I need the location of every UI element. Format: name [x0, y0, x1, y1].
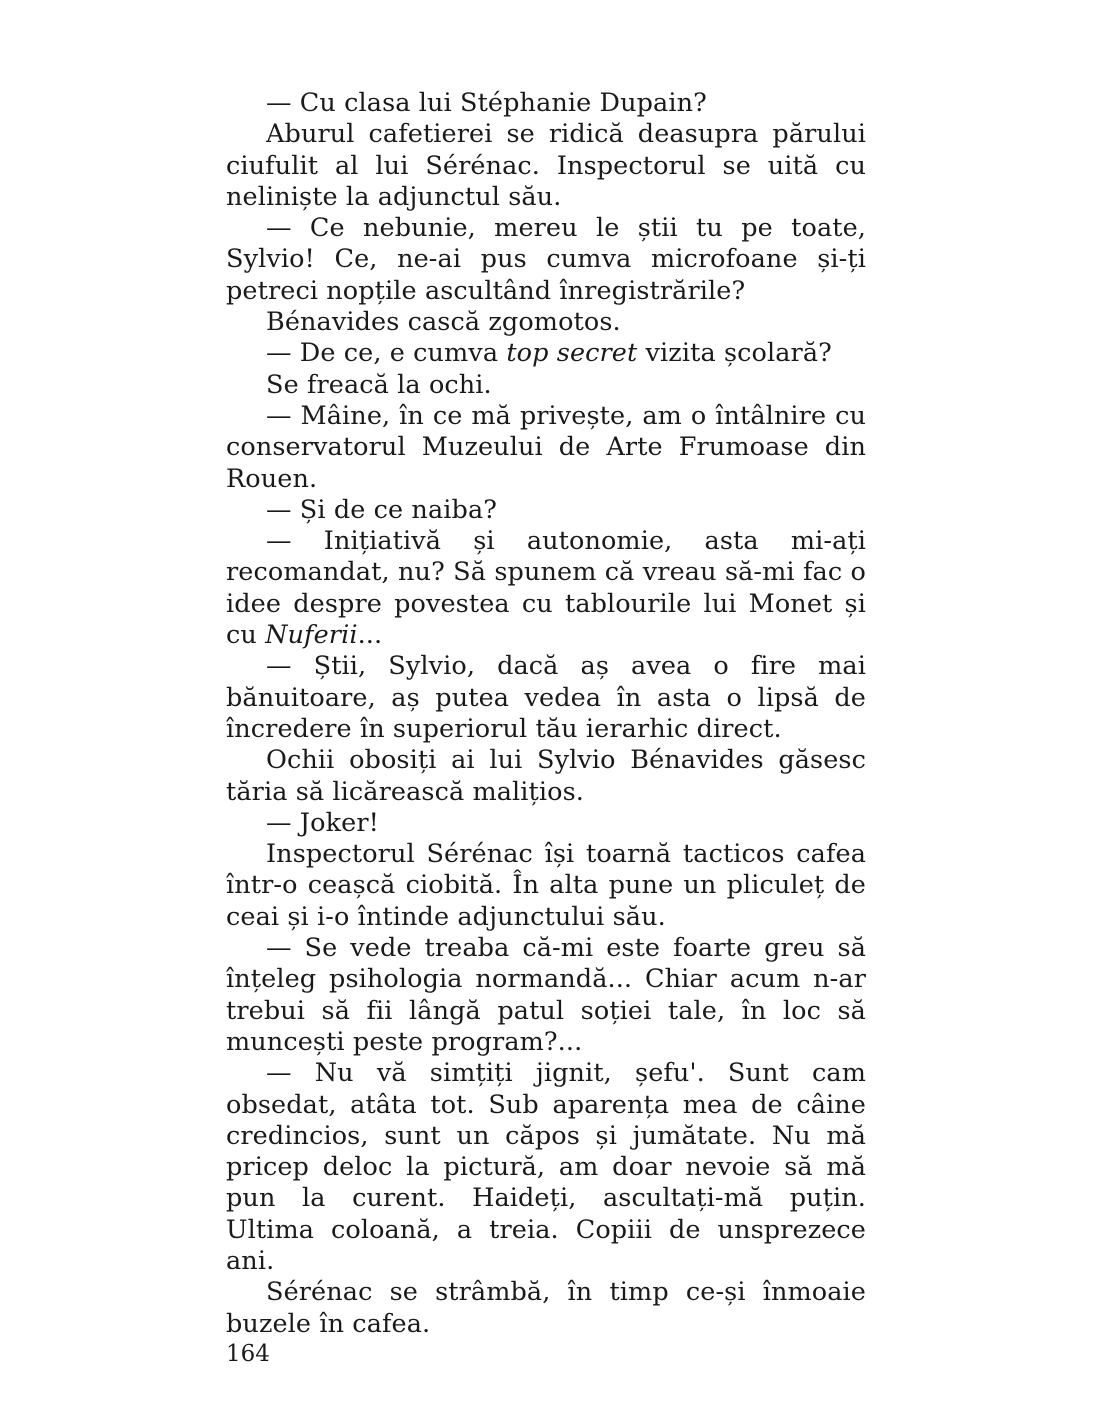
paragraph-text: — Cu clasa lui Stéphanie Dupain? [266, 88, 707, 118]
paragraph-text: ... [357, 620, 383, 651]
paragraph [226, 338, 866, 369]
paragraph [226, 88, 866, 119]
paragraph-text: Sérénac se strâmbă, în timp ce-și înmoaie buzele în cafea. [226, 1277, 866, 1339]
paragraph [226, 307, 866, 338]
paragraph-text: — Mâine, în ce mă privește, am o întâlnire cu conservatorul Muzeului de Arte Frumoase din Rouen. [226, 400, 866, 494]
paragraph-text: — De ce, e cumva [266, 338, 507, 369]
paragraph-text: — Și de ce naiba? [266, 494, 498, 525]
paragraph-text: Ochii obosiți ai lui Sylvio Bénavides găsesc tăria să licărească malițios. [226, 745, 866, 807]
paragraph-text: — Ce nebunie, mereu le știi tu pe toate, Sylvio! Ce, ne-ai pus cumva microfoane și-ți petreci nopțile ascultând înregistrările? [226, 213, 866, 306]
italic-phrase: top secret [506, 338, 638, 369]
paragraph-text: Inspectorul Sérénac își toarnă tacticos cafea într-o ceașcă ciobită. În alta pune un pliculeț de ceai și i-o întinde adjunctului său. [226, 839, 866, 932]
body-text [226, 88, 866, 1340]
paragraph [226, 839, 866, 933]
paragraph [226, 119, 866, 213]
paragraph-text: — Nu vă simțiți jignit, șefu'. Sunt cam obsedat, atâta tot. Sub aparența mea de câine credincios, sunt un căpos și jumătate. Nu mă pricep deloc la pictură, am doar nevoie să mă pun la curent. Haideți, ascultați-mă puțin. Ultima coloană, a treia. Copiii de unsprezece ani. [226, 1058, 866, 1276]
paragraph-text: — Joker! [266, 807, 379, 838]
paragraph [226, 1058, 866, 1277]
paragraph [226, 1277, 866, 1340]
paragraph [226, 370, 866, 401]
paragraph [226, 526, 866, 651]
paragraph [226, 651, 866, 745]
paragraph-text: Bénavides cască zgomotos. [266, 307, 621, 338]
paragraph-text: — Inițiativă și autonomie, asta mi-ați recomandat, nu? Să spunem că vreau să-mi fac o idee despre povestea cu tablourile lui Monet și cu [226, 526, 866, 651]
paragraph [226, 808, 866, 839]
paragraph [226, 745, 866, 808]
page-number: 164 [226, 1341, 270, 1367]
paragraph-text: vizita școlară? [637, 338, 832, 369]
paragraph-text: — Știi, Sylvio, dacă aș avea o fire mai bănuitoare, aș putea vedea în asta o lipsă de încredere în superiorul tău ierarhic direct. [226, 651, 866, 744]
paragraph [226, 495, 866, 526]
paragraph [226, 213, 866, 307]
paragraph-text: Se freacă la ochi. [266, 369, 492, 400]
paragraph-text: — Se vede treaba că-mi este foarte greu să înțeleg psihologia normandă... Chiar acum n-ar trebui să fii lângă patul soției tale, în loc să muncești peste program?... [226, 933, 866, 1057]
paragraph-text: Aburul cafetierei se ridică deasupra părului ciufulit al lui Sérénac. Inspectorul se uită cu neliniște la adjunctul său. [226, 119, 866, 212]
italic-title: Nuferii [265, 620, 358, 651]
paragraph [226, 933, 866, 1058]
paragraph [226, 401, 866, 495]
